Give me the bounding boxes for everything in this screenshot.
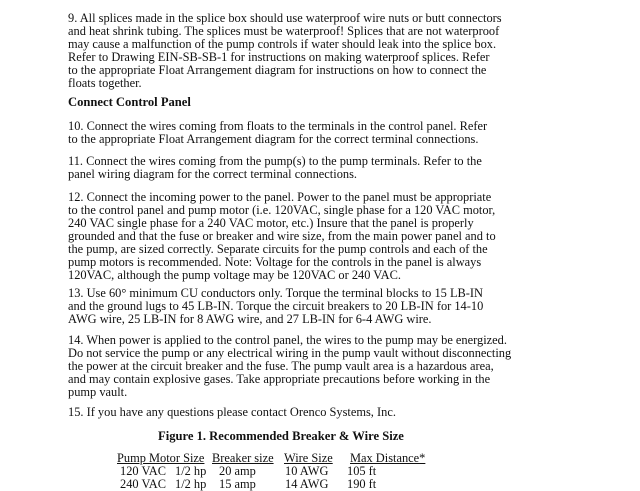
- cell-wire: 14 AWG: [285, 477, 329, 491]
- paragraph-14: [68, 334, 588, 399]
- cell-breaker: 20 amp: [219, 464, 256, 478]
- col-header-wire-size: Wire Size: [284, 451, 333, 465]
- paragraph-14-line: Do not service the pump or any electrical wiring in the pump vault without disconnecting: [68, 346, 512, 360]
- paragraph-12-line: 120VAC, although the pump voltage may be 120VAC or 240 VAC.: [68, 268, 401, 282]
- cell-distance: 190 ft: [347, 477, 377, 491]
- cell-breaker: 15 amp: [219, 477, 256, 491]
- paragraph-13: [68, 287, 588, 326]
- paragraph-12-line: grounded and that the fuse or breaker and wire size, from the main power panel and to: [68, 229, 496, 243]
- paragraph-9-line: floats together.: [68, 76, 142, 90]
- paragraph-9: [68, 12, 588, 90]
- paragraph-12-line: 12. Connect the incoming power to the panel. Power to the panel must be appropriate: [68, 190, 492, 204]
- paragraph-9-line: 9. All splices made in the splice box should use waterproof wire nuts or butt connectors: [68, 11, 502, 25]
- paragraph-15: [68, 406, 588, 419]
- figure-title: Figure 1. Recommended Breaker & Wire Size: [158, 429, 404, 443]
- paragraph-14-line: the power at the circuit breaker and the fuse. The pump vault area is a hazardous area,: [68, 359, 494, 373]
- col-header-pump-motor-size: Pump Motor Size: [117, 451, 205, 465]
- cell-distance: 105 ft: [347, 464, 377, 478]
- paragraph-9-line: to the appropriate Float Arrangement diagram for instructions on how to connect the: [68, 63, 487, 77]
- paragraph-9-line: and heat shrink tubing. The splices must be waterproof! Splices that are not waterproof: [68, 24, 500, 38]
- paragraph-11: [68, 155, 588, 181]
- paragraph-13-line: 13. Use 60° minimum CU conductors only. Torque the terminal blocks to 15 LB-IN: [68, 286, 483, 300]
- paragraph-12-line: to the control panel and pump motor (i.e. 120VAC, single phase for a 120 VAC motor,: [68, 203, 496, 217]
- paragraph-11-line: 11. Connect the wires coming from the pump(s) to the pump terminals. Refer to the: [68, 154, 482, 168]
- paragraph-12-line: 240 VAC single phase for a 240 VAC motor, etc.) Insure that the panel is properly: [68, 216, 474, 230]
- col-header-max-distance: Max Distance*: [350, 451, 426, 465]
- cell-hp: 1/2 hp: [175, 477, 207, 491]
- paragraph-12: [68, 191, 588, 282]
- cell-hp: 1/2 hp: [175, 464, 207, 478]
- paragraph-14-line: and may contain explosive gases. Take appropriate precautions before working in the: [68, 372, 491, 386]
- paragraph-10-line: 10. Connect the wires coming from floats to the terminals in the control panel. Refer: [68, 119, 488, 133]
- col-header-breaker-size: Breaker size: [212, 451, 274, 465]
- paragraph-11-line: panel wiring diagram for the correct terminal connections.: [68, 167, 358, 181]
- paragraph-13-line: AWG wire, 25 LB-IN for 8 AWG wire, and 27 LB-IN for 6-4 AWG wire.: [68, 312, 432, 326]
- cell-voltage: 120 VAC: [120, 464, 167, 478]
- paragraph-9-line: may cause a malfunction of the pump controls if water should leak into the splice box.: [68, 37, 497, 51]
- cell-wire: 10 AWG: [285, 464, 329, 478]
- paragraph-9-line: Refer to Drawing EIN-SB-SB-1 for instructions on making waterproof splices. Refer: [68, 50, 490, 64]
- paragraph-10-line: to the appropriate Float Arrangement diagram for the correct terminal connections.: [68, 132, 479, 146]
- paragraph-12-line: pump motors is recommended. Note: Voltage for the controls in the panel is always: [68, 255, 482, 269]
- paragraph-14-line: pump vault.: [68, 385, 128, 399]
- paragraph-13-line: and the ground lugs to 45 LB-IN. Torque the circuit breakers to 20 LB-IN for 14-10: [68, 299, 484, 313]
- paragraph-14-line: 14. When power is applied to the control panel, the wires to the pump may be energized.: [68, 333, 507, 347]
- paragraph-15-line: 15. If you have any questions please contact Orenco Systems, Inc.: [68, 405, 396, 419]
- section-heading: Connect Control Panel: [68, 95, 191, 109]
- paragraph-12-line: the pump, are sized correctly. Separate circuits for the pump controls and each of the: [68, 242, 488, 256]
- paragraph-10: [68, 120, 588, 146]
- cell-voltage: 240 VAC: [120, 477, 167, 491]
